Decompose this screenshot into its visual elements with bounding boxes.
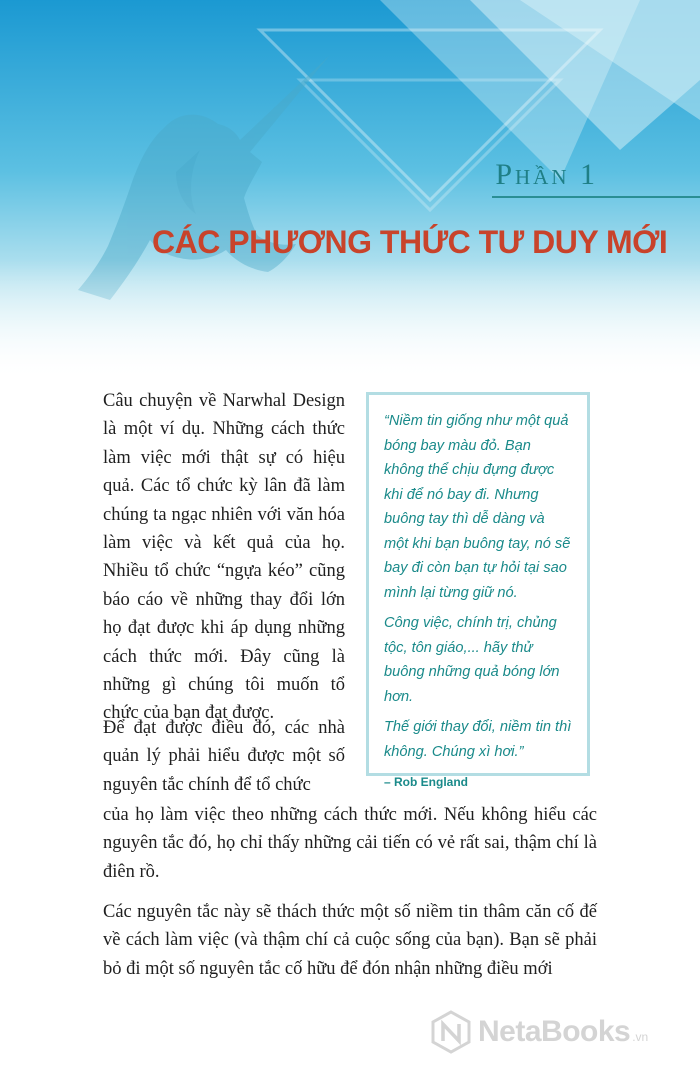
body-paragraph-3: Các nguyên tắc này sẽ thách thức một số niềm tin thâm căn cố đế về cách làm việc (và thậm chí cả cuộc sống của bạn). Bạn sẽ phải bỏ đi một số nguyên tắc cố hữu để đón nhận những điều mới — [103, 902, 597, 979]
quote-paragraph-3: Thế giới thay đổi, niềm tin thì không. Chúng xì hơi.” — [384, 719, 572, 760]
body-paragraph-1: Câu chuyện về Narwhal Design là một ví dụ. Những cách thức làm việc mới thật sự có hiệu quả. Các tổ chức kỳ lân đã làm chúng ta ngạc nhiên với văn hóa làm việc và kết quả của họ. Nhiều tổ chức “ngựa kéo” cũng báo cáo về những thay đổi lớn họ đạt được khi áp dụng những cách thức mới. Đây cũng là những gì chúng tôi muốn tổ chức của bạn đạt được. — [103, 391, 345, 724]
body-paragraph-2-full: của họ làm việc theo những cách thức mới. Nếu không hiểu các nguyên tắc đó, họ chỉ thấy những cải tiến có vẻ rất sai, thậm chí là điên rồ. — [103, 805, 597, 882]
watermark-brand: NetaBooks — [478, 1015, 631, 1048]
watermark-suffix: .vn — [632, 1030, 649, 1044]
quote-paragraph-2: Công việc, chính trị, chủng tộc, tôn giáo,... hãy thử buông những quả bóng lớn hơn. — [384, 615, 560, 705]
quote-paragraph-1: “Niềm tin giống như một quả bóng bay màu đỏ. Bạn không thể chịu đựng được khi để nó bay đi. Nhưng buông tay thì dễ dàng và một khi bạn buông tay, nó sẽ bay đi còn bạn tự hỏi tại sao mình lại từng giữ nó. — [384, 413, 571, 601]
netabooks-logo-icon — [430, 1010, 472, 1054]
quote-box — [366, 392, 590, 789]
quote-author: – Rob England — [384, 775, 468, 789]
body-paragraph-2-column: Để đạt được điều đó, các nhà quản lý phải hiểu được một số nguyên tắc chính để tổ chức — [103, 718, 345, 795]
chapter-title: CÁC PHƯƠNG THỨC TƯ DUY MỚI — [152, 224, 668, 260]
part-label: Phần 1 — [495, 158, 598, 191]
part-divider-line — [492, 196, 700, 198]
watermark — [430, 1010, 690, 1054]
